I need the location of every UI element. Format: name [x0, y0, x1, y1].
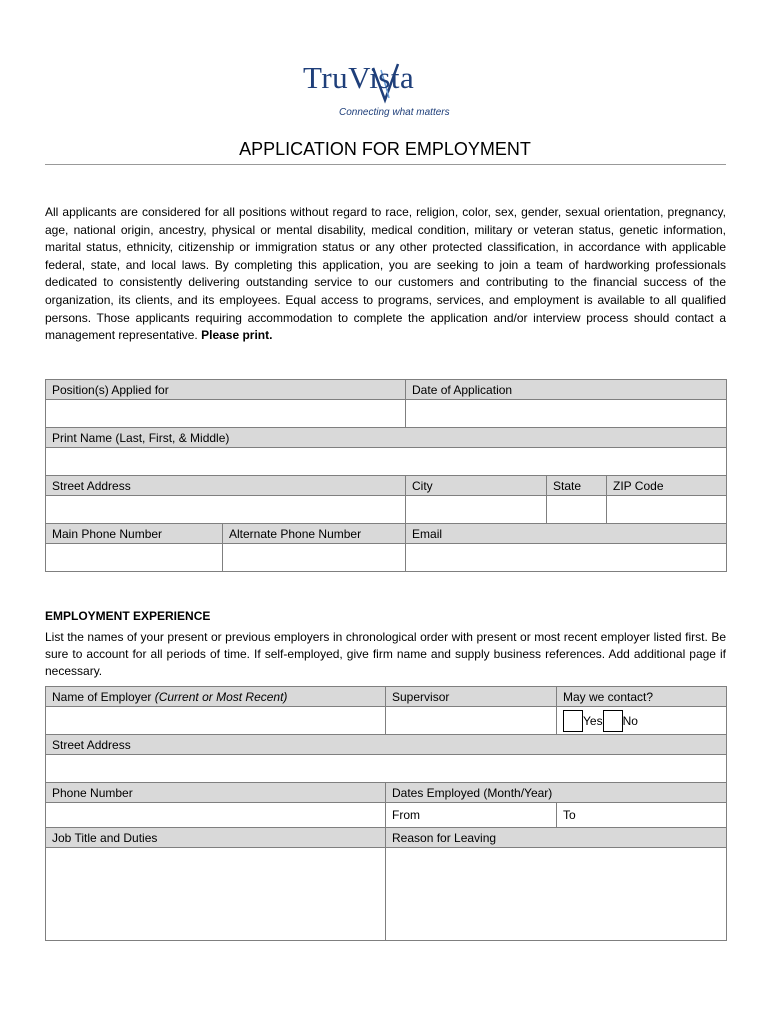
alt-phone-label: Alternate Phone Number	[223, 524, 406, 544]
contact-no-label: No	[622, 713, 638, 728]
date-label: Date of Application	[406, 380, 727, 400]
employer-input[interactable]	[46, 707, 386, 735]
street-input[interactable]	[46, 496, 406, 524]
employment-table	[45, 686, 727, 941]
date-input[interactable]	[406, 400, 727, 428]
emp-street-label: Street Address	[46, 735, 727, 755]
employer-label-text: Name of Employer	[52, 689, 152, 704]
employment-heading: EMPLOYMENT EXPERIENCE	[45, 609, 211, 623]
employer-label-note: (Current or Most Recent)	[154, 689, 288, 704]
contact-yes-label: Yes	[583, 713, 603, 728]
personal-info-table	[45, 379, 727, 572]
state-label: State	[547, 476, 607, 496]
position-input[interactable]	[46, 400, 406, 428]
emp-phone-label: Phone Number	[46, 783, 386, 803]
emp-street-input[interactable]	[46, 755, 727, 783]
name-input[interactable]	[46, 448, 727, 476]
main-phone-label: Main Phone Number	[46, 524, 223, 544]
job-label: Job Title and Duties	[46, 828, 386, 848]
zip-label: ZIP Code	[607, 476, 727, 496]
supervisor-input[interactable]	[386, 707, 557, 735]
to-input[interactable]	[557, 803, 727, 828]
truvista-logo	[303, 60, 468, 124]
title-divider	[45, 164, 726, 165]
dates-label: Dates Employed (Month/Year)	[386, 783, 727, 803]
reason-label: Reason for Leaving	[386, 828, 727, 848]
main-phone-input[interactable]	[46, 544, 223, 572]
from-input[interactable]	[386, 803, 557, 828]
street-label: Street Address	[46, 476, 406, 496]
logo-tagline: Connecting what matters	[339, 107, 450, 118]
email-label: Email	[406, 524, 727, 544]
city-input[interactable]	[406, 496, 547, 524]
state-input[interactable]	[547, 496, 607, 524]
employer-label	[46, 687, 386, 707]
reason-input[interactable]	[386, 848, 727, 941]
contact-no-checkbox[interactable]	[603, 710, 623, 732]
intro-emphasis: Please print.	[201, 328, 273, 343]
contact-yes-checkbox[interactable]	[563, 710, 583, 732]
to-label: To	[563, 808, 576, 822]
supervisor-label: Supervisor	[386, 687, 557, 707]
email-input[interactable]	[406, 544, 727, 572]
intro-text: All applicants are considered for all positions without regard to race, religion, color, sex, gender, sexual orientation, pregnancy, age, national origin, ancestry, physical or mental disability, medical condition, military or veteran status, genetic information, marital status, ethnicity, citizenship or immigration status or any other protected classification, in accordance with applicable federal, state, and local laws. By completing this application, you are seeking to join a team of hardworking professionals dedicated to consistently delivering outstanding service to our customers and contributing to the financial success of the organization, its clients, and its employees. Equal access to programs, services, and employment is available to all qualified persons. Those applicants requiring accommodation to complete the application and/or interview process should contact a management representative.	[45, 205, 726, 343]
intro-paragraph	[45, 204, 726, 345]
city-label: City	[406, 476, 547, 496]
logo-brand: TruVista	[303, 60, 415, 95]
position-label: Position(s) Applied for	[46, 380, 406, 400]
employment-description: List the names of your present or previous employers in chronological order with present or most recent employer listed first. Be sure to account for all periods of time. If self-employed, give firm name and supply business references. Add additional page if necessary.	[45, 630, 726, 678]
alt-phone-input[interactable]	[223, 544, 406, 572]
from-label: From	[392, 808, 420, 822]
contact-label: May we contact?	[557, 687, 727, 707]
name-label: Print Name (Last, First, & Middle)	[46, 428, 727, 448]
job-input[interactable]	[46, 848, 386, 941]
emp-phone-input[interactable]	[46, 803, 386, 828]
page-title: APPLICATION FOR EMPLOYMENT	[239, 139, 531, 159]
zip-input[interactable]	[607, 496, 727, 524]
contact-options	[557, 707, 727, 735]
